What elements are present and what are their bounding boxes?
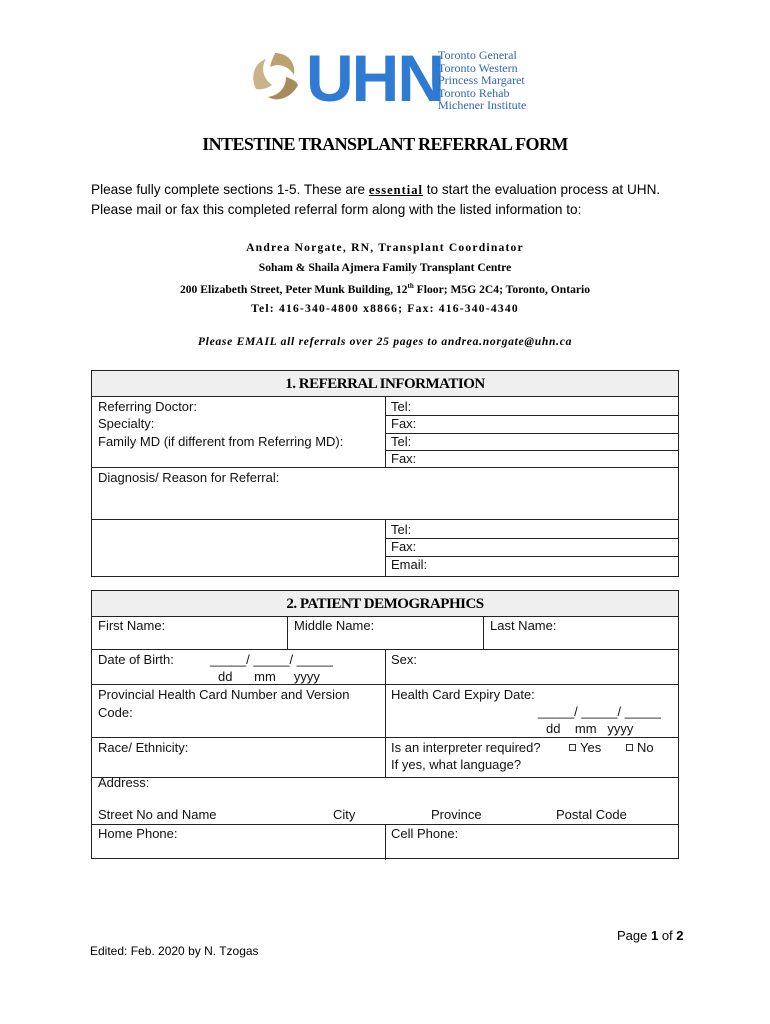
contact-name: Andrea Norgate, RN, Transplant Coordinator: [246, 241, 524, 254]
hospital-name: Michener Institute: [438, 98, 527, 113]
divider: [92, 777, 678, 778]
page-number: [617, 928, 684, 943]
email-field[interactable]: Email:: [391, 557, 428, 572]
intro-text: to start the evaluation process at UHN. Please mail or fax this completed referral form along with the listed information to:: [91, 182, 661, 217]
contact-centre: Soham & Shaila Ajmera Family Transplant Centre: [258, 260, 512, 274]
section-header: 2. PATIENT DEMOGRAPHICS: [92, 591, 678, 617]
hospital-name: Toronto General: [438, 48, 517, 62]
divider: [385, 415, 678, 416]
expiry-field[interactable]: _____/ _____/ _____: [538, 704, 661, 719]
contact-address-sup: th: [407, 282, 414, 290]
home-phone-field[interactable]: Home Phone:: [98, 826, 178, 841]
dob-format-hint: dd mm yyyy: [218, 669, 320, 684]
specialty-label: Specialty:: [98, 416, 155, 431]
language-field[interactable]: If yes, what language?: [391, 757, 522, 772]
postal-code-label: Postal Code: [556, 807, 627, 822]
form-title: INTESTINE TRANSPLANT REFERRAL FORM: [202, 134, 568, 154]
divider: [385, 433, 678, 434]
email-note: Please EMAIL all referrals over 25 pages to andrea.norgate@uhn.ca: [197, 335, 573, 348]
page-word: Page: [617, 928, 651, 943]
uhn-wordmark: UHN: [306, 41, 443, 115]
hospital-name: Toronto Rehab: [438, 85, 510, 100]
street-label: Street No and Name: [98, 807, 217, 822]
cell-phone-field[interactable]: Cell Phone:: [391, 826, 459, 841]
middle-name-field[interactable]: Middle Name:: [294, 618, 375, 633]
page-total: 2: [676, 928, 684, 943]
fax-field[interactable]: Fax:: [391, 451, 417, 466]
city-label: City: [333, 807, 356, 822]
interpreter-label: Is an interpreter required?: [391, 740, 541, 755]
intro-text: Please fully complete sections 1-5. These are: [91, 182, 369, 197]
option-label: Yes: [580, 740, 602, 755]
hospital-name: Toronto Western: [438, 60, 518, 75]
dob-field[interactable]: _____/ _____/ _____: [210, 652, 333, 667]
last-name-field[interactable]: Last Name:: [490, 618, 557, 633]
province-label: Province: [431, 807, 482, 822]
page-of: of: [658, 928, 677, 943]
diagnosis-field[interactable]: Diagnosis/ Reason for Referral:: [98, 470, 280, 485]
family-md-label: Family MD (if different from Referring MD):: [98, 434, 344, 449]
first-name-field[interactable]: First Name:: [98, 618, 166, 633]
health-card-field[interactable]: Provincial Health Card Number and Version Code:: [98, 687, 350, 720]
contact-phone: Tel: 416-340-4800 x8866; Fax: 416-340-4340: [251, 302, 519, 316]
expiry-format-hint: dd mm yyyy: [546, 721, 634, 736]
hospital-name: Princess Margaret: [438, 73, 525, 88]
section-patient-demographics: [91, 590, 679, 859]
uhn-swirl-icon: [248, 49, 302, 107]
fax-field[interactable]: Fax:: [391, 539, 417, 554]
sex-field[interactable]: Sex:: [391, 652, 418, 667]
checkbox-icon[interactable]: [569, 744, 576, 751]
address-field[interactable]: Address:: [98, 775, 150, 790]
fax-field[interactable]: Fax:: [391, 416, 417, 431]
divider: [385, 538, 678, 539]
section-header: 1. REFERRAL INFORMATION: [92, 371, 678, 397]
divider: [385, 450, 678, 451]
divider: [385, 556, 678, 557]
contact-address-text: 200 Elizabeth Street, Peter Munk Building, 12: [179, 282, 408, 296]
intro-emphasis: essential: [368, 183, 423, 197]
section-referral-information: [91, 370, 679, 577]
option-label: No: [637, 740, 654, 755]
contact-block: [0, 238, 770, 319]
checkbox-icon[interactable]: [626, 744, 633, 751]
uhn-logo: [248, 41, 538, 115]
referring-doctor-label: Referring Doctor:: [98, 399, 197, 414]
page-current: 1: [650, 928, 659, 943]
tel-field[interactable]: Tel:: [391, 434, 412, 449]
tel-field[interactable]: Tel:: [391, 522, 412, 537]
dob-label: Date of Birth:: [98, 652, 174, 667]
hospital-list: [438, 49, 526, 112]
tel-field[interactable]: Tel:: [391, 399, 412, 414]
contact-address: [0, 277, 770, 299]
expiry-label: Health Card Expiry Date:: [391, 687, 535, 702]
race-ethnicity-field[interactable]: Race/ Ethnicity:: [98, 740, 189, 755]
divider: [92, 684, 678, 685]
edited-note: Edited: Feb. 2020 by N. Tzogas: [90, 944, 259, 958]
interpreter-yes-option[interactable]: [563, 739, 601, 757]
contact-address-text: Floor; M5G 2C4; Toronto, Ontario: [413, 282, 591, 296]
intro-paragraph: [91, 180, 681, 219]
interpreter-no-option[interactable]: [620, 739, 654, 757]
